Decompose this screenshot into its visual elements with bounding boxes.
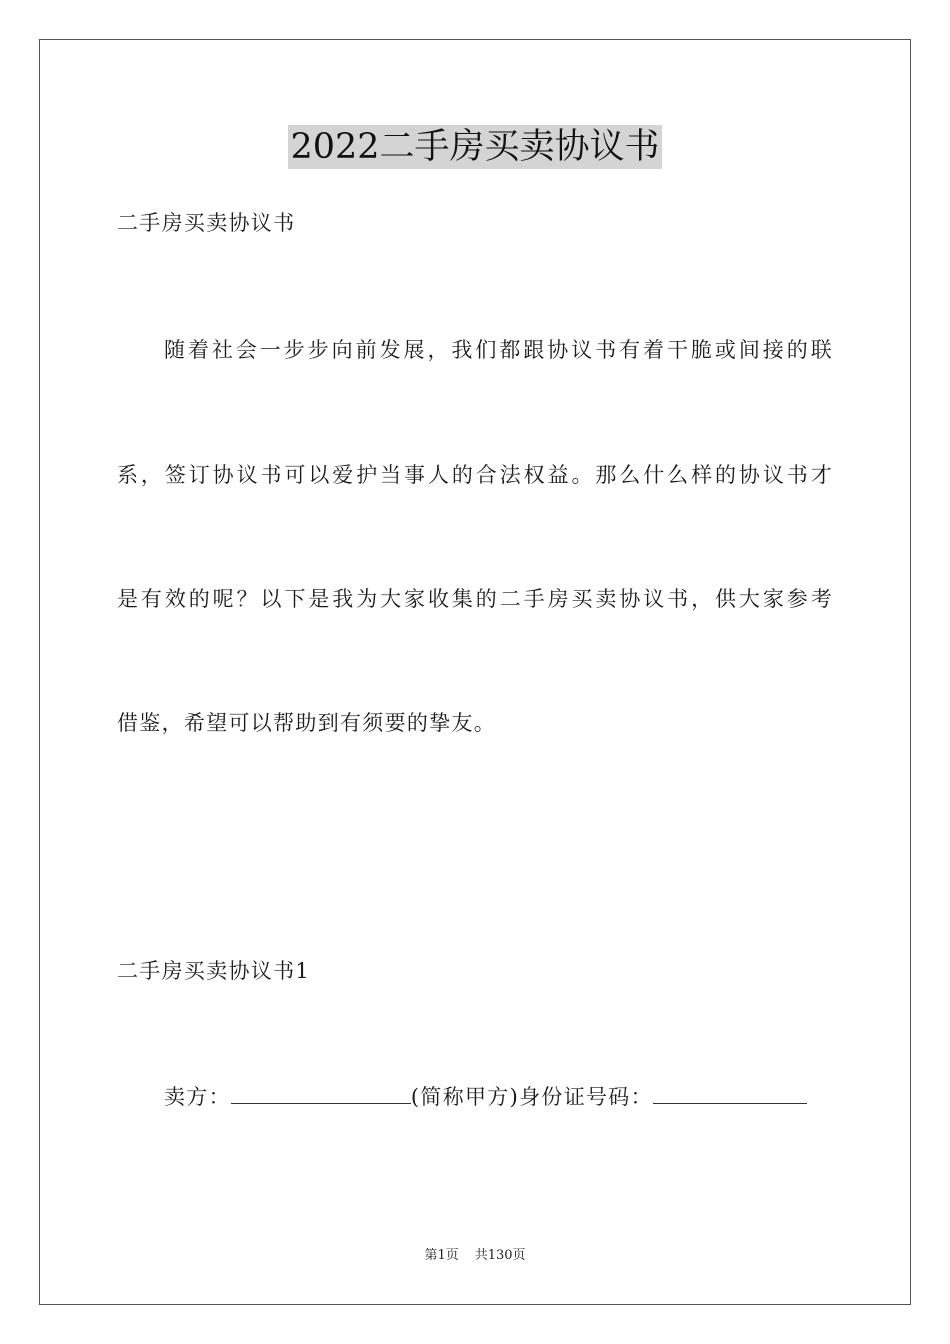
intro-line-2: 系，签订协议书可以爱护当事人的合法权益。那么什么样的协议书才	[117, 463, 833, 487]
document-subtitle: 二手房买卖协议书	[117, 211, 296, 235]
seller-name-blank	[231, 1081, 411, 1104]
seller-note: (简称甲方)身份证号码：	[410, 1085, 653, 1109]
seller-line	[164, 1081, 833, 1112]
page-footer	[0, 1247, 950, 1265]
intro-line-3: 是有效的呢？以下是我为大家收集的二手房买卖协议书，供大家参考	[117, 587, 833, 611]
title-wrapper	[0, 125, 950, 169]
page-number: 第1页	[424, 1248, 459, 1263]
seller-label: 卖方：	[164, 1085, 231, 1109]
document-title: 2022二手房买卖协议书	[290, 127, 660, 167]
seller-id-blank	[653, 1081, 807, 1104]
intro-line-4: 借鉴，希望可以帮助到有须要的挚友。	[117, 711, 497, 735]
page-total: 共130页	[474, 1248, 526, 1263]
intro-line-1: 随着社会一步步向前发展，我们都跟协议书有着干脆或间接的联	[164, 338, 833, 362]
section-heading: 二手房买卖协议书1	[117, 959, 311, 983]
